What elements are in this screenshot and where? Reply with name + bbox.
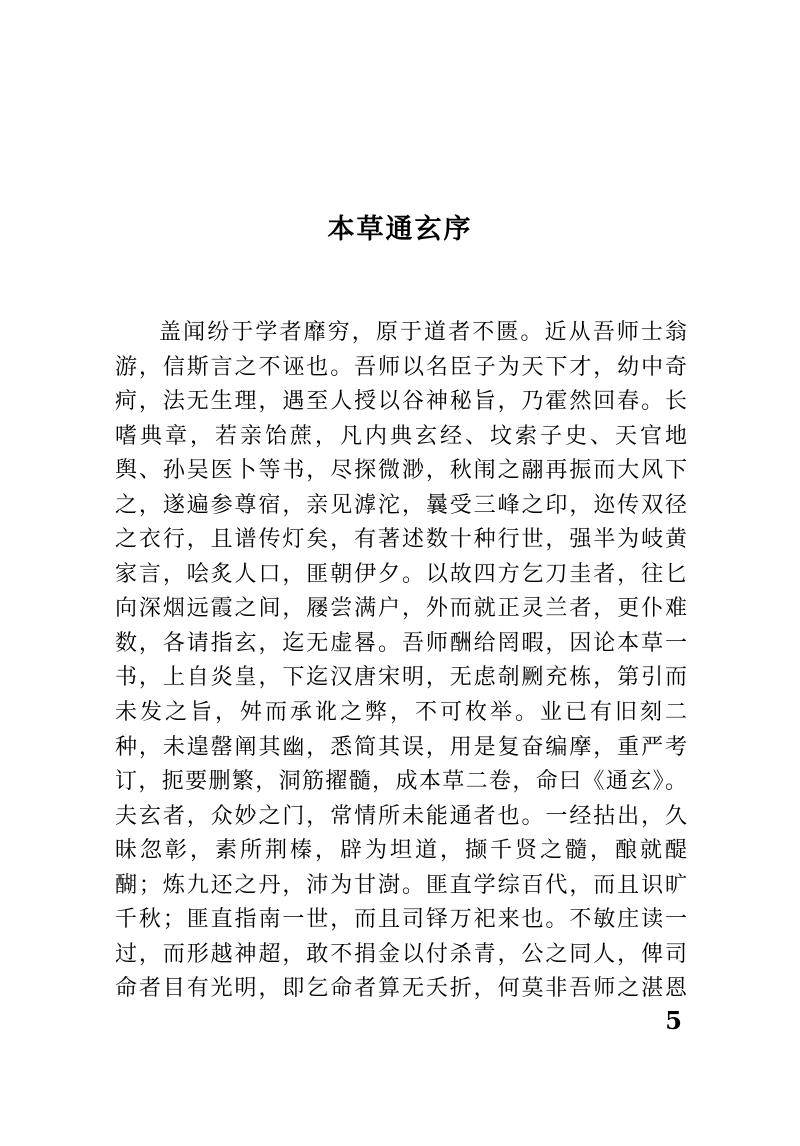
body-line: 夫玄者，众妙之门，常情所未能通者也。一经拈出，久 bbox=[115, 803, 687, 829]
body-line: 之，遂遍参尊宿，亲见滹沱，曩受三峰之印，迩传双径 bbox=[115, 492, 687, 518]
body-line: 千秋；匪直指南一世，而且司铎万祀来也。不敏庄读一 bbox=[115, 907, 687, 933]
body-line: 游，信斯言之不诬也。吾师以名臣子为天下才，幼中奇 bbox=[115, 354, 687, 380]
body-line: 醐；炼九还之丹，沛为甘澍。匪直学综百代，而且识旷 bbox=[115, 872, 687, 898]
body-line: 书，上自炎皇，下迄汉唐宋明，无虑剞劂充栋，第引而 bbox=[115, 665, 687, 691]
body-line: 数，各请指玄，迄无虚晷。吾师酬给罔暇，因论本草一 bbox=[115, 630, 687, 656]
body-line: 之衣行，且谱传灯矣，有著述数十种行世，强半为岐黄 bbox=[115, 527, 687, 553]
body-line: 舆、孙吴医卜等书，尽探微渺，秋闱之翮再振而大风下 bbox=[115, 458, 687, 484]
body-line: 向深烟远霞之间，屦尝满户，外而就正灵兰者，更仆难 bbox=[115, 596, 687, 622]
body-line: 昧忽彰，素所荆榛，辟为坦道，撷千贤之髓，酿就醍 bbox=[115, 838, 687, 864]
body-line: 未发之旨，舛而承讹之弊，不可枚举。业已有旧刻二 bbox=[115, 700, 687, 726]
body-line: 家言，哙炙人口，匪朝伊夕。以故四方乞刀圭者，往匕 bbox=[115, 561, 687, 587]
body-line: 订，扼要删繁，洞筋擢髓，成本草二卷，命曰《通玄》。 bbox=[115, 769, 687, 795]
body-line: 疴，法无生理，遇至人授以谷神秘旨，乃霍然回春。长 bbox=[115, 389, 687, 415]
body-line: 盖闻纷于学者靡穷，原于道者不匮。近从吾师士翁 bbox=[159, 320, 687, 345]
preface-body bbox=[115, 316, 687, 1007]
page-number: 5 bbox=[665, 1006, 682, 1035]
body-line: 命者目有光明，即乞命者算无夭折，何莫非吾师之湛恩 bbox=[115, 976, 687, 1002]
body-line: 种，未遑罄阐其幽，悉简其误，用是复奋编摩，重严考 bbox=[115, 734, 687, 760]
body-line: 过，而形越神超，敢不捐金以付杀青，公之同人，俾司 bbox=[115, 941, 687, 967]
page-title: 本草通玄序 bbox=[327, 214, 473, 245]
body-line: 嗜典章，若亲饴蔗，凡内典玄经、坟索子史、天官地 bbox=[115, 423, 687, 449]
